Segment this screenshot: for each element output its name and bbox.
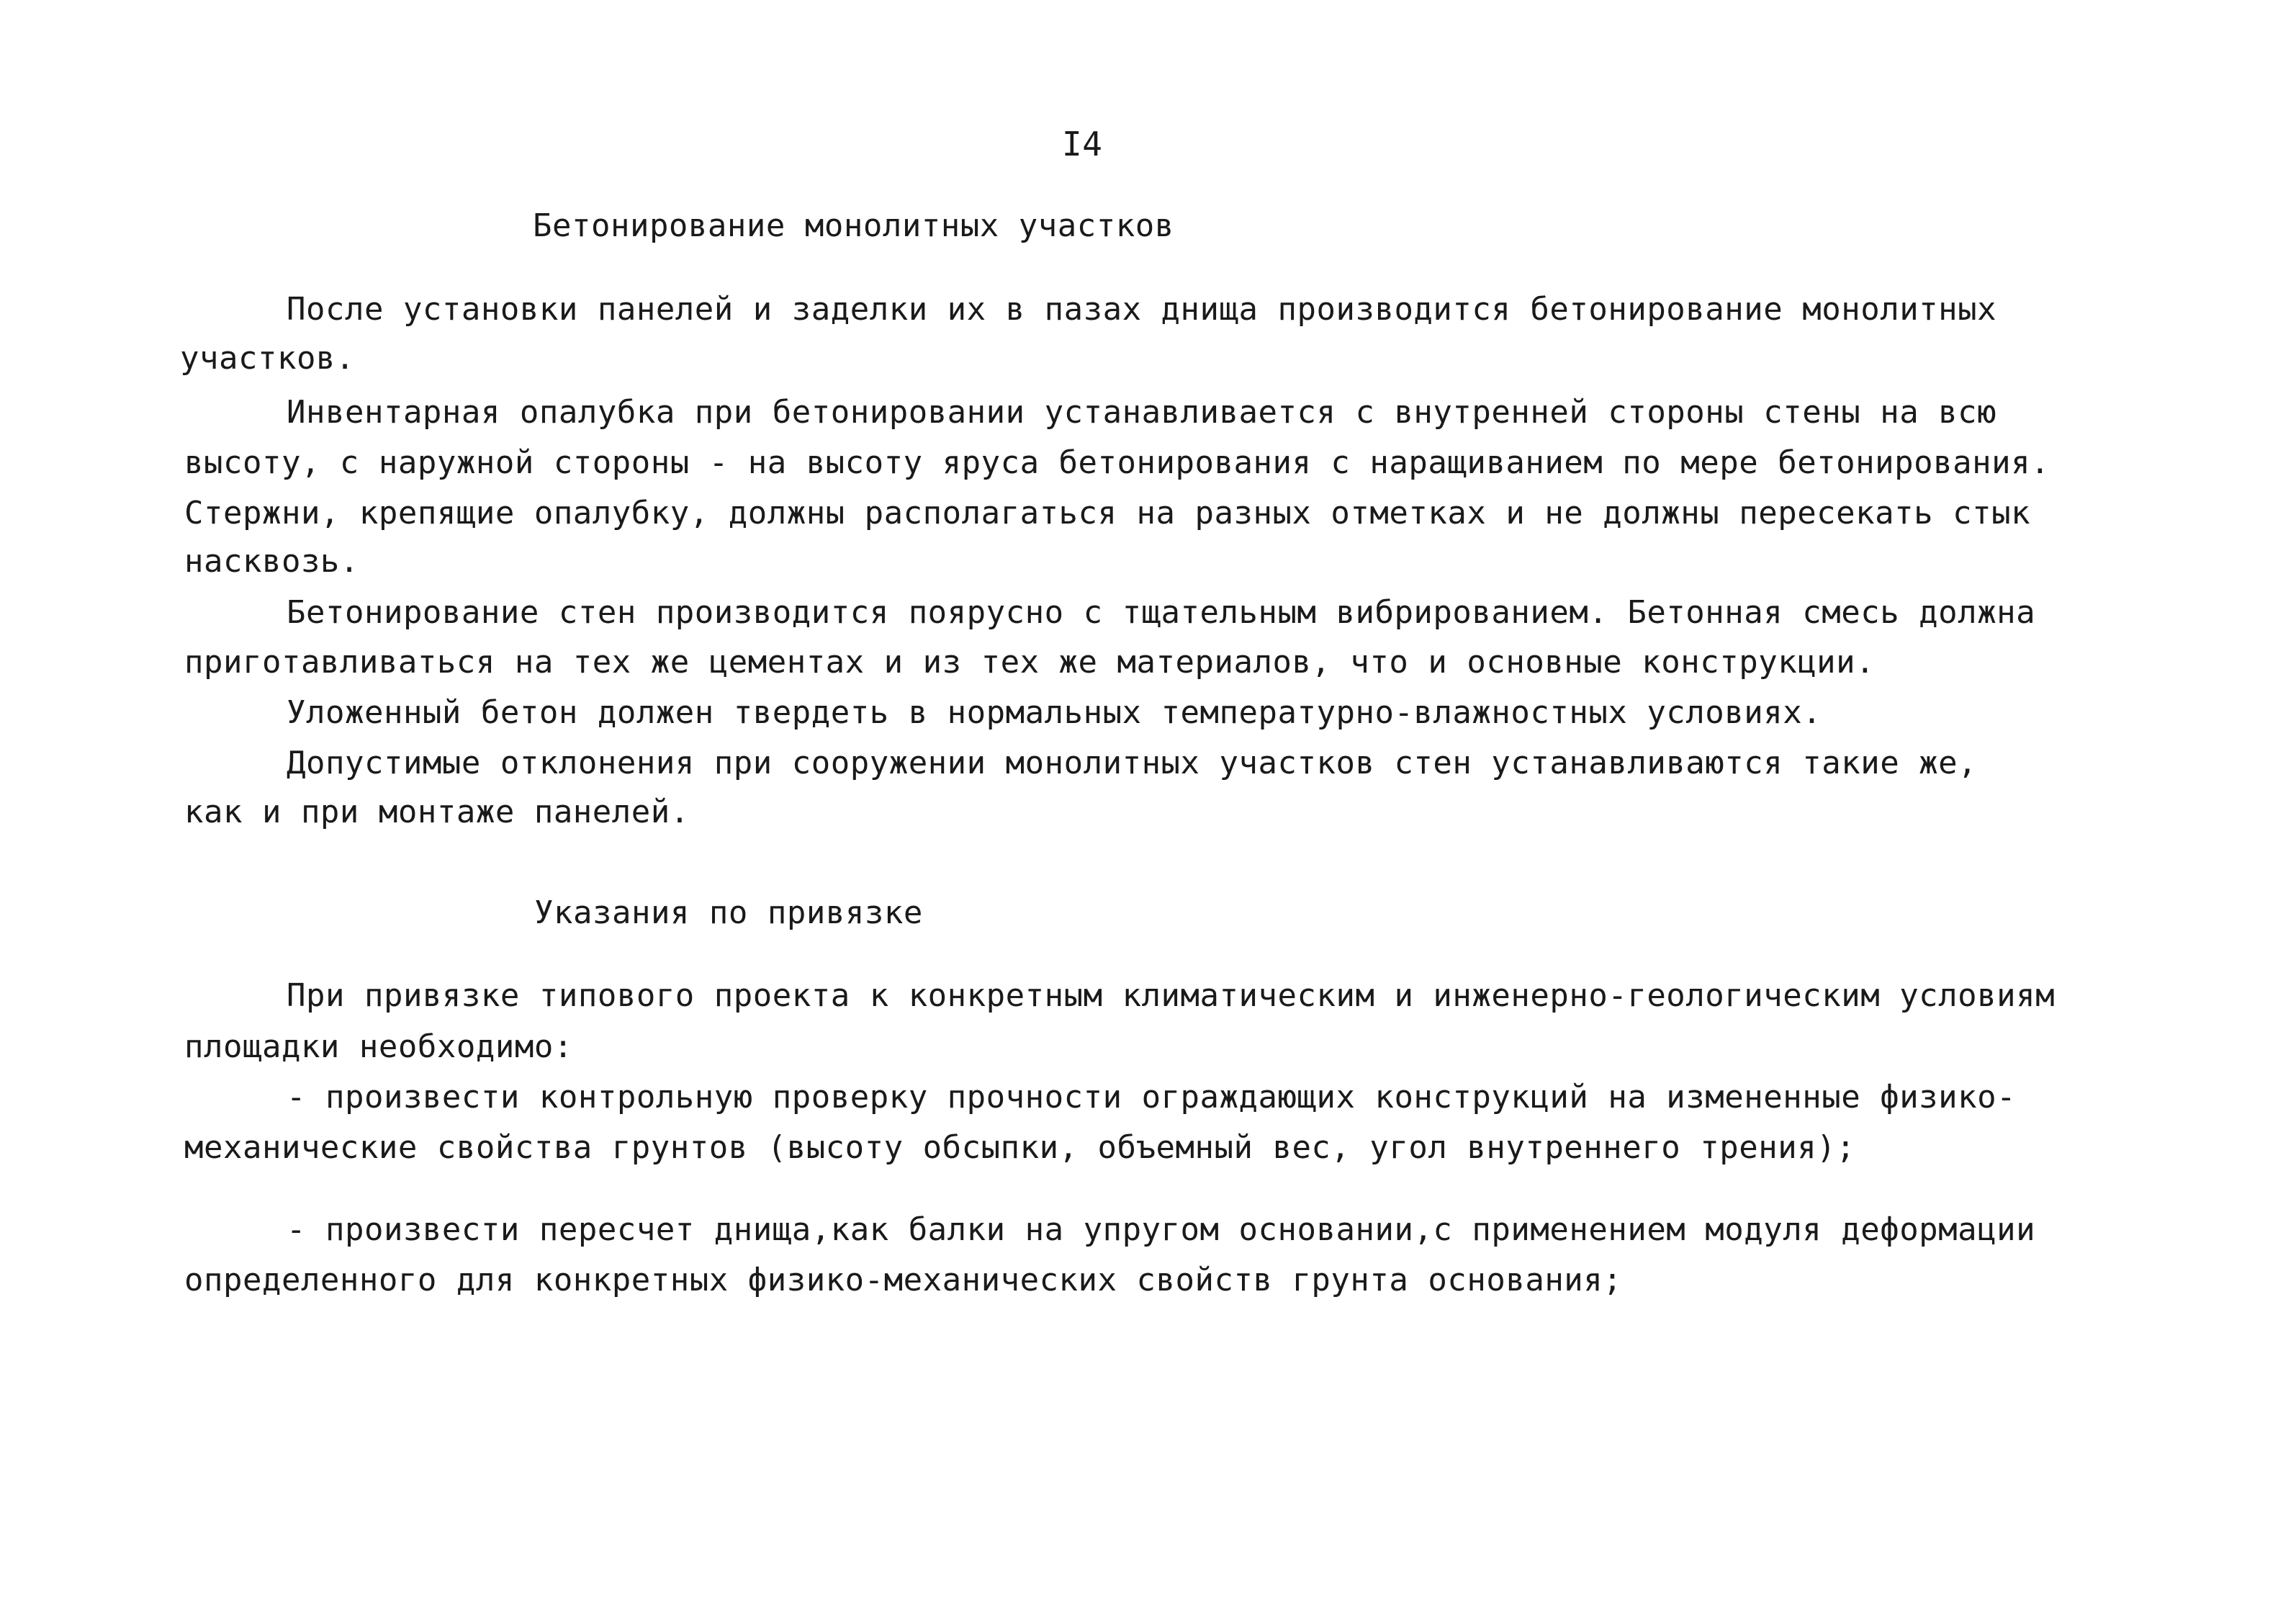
list-item-line: - произвести контрольную проверку прочности ограждающих конструкций на измененные физико- [287,1079,2017,1116]
section-title-binding: Указания по привязке [534,894,923,931]
list-item-line: - произвести пересчет днища,как балки на упругом основании,с применением модуля деформации [287,1211,2036,1248]
paragraph-line: приготавливаться на тех же цементах и из тех же материалов, что и основные конструкции. [184,644,1876,681]
page-number: I4 [1062,125,1103,163]
paragraph-line: Допустимые отклонения при сооружении монолитных участков стен устанавливаются такие же, [287,745,1978,781]
paragraph-line: После установки панелей и заделки их в пазах днища производится бетонирование монолитных [287,291,1997,328]
paragraph-line: Уложенный бетон должен твердеть в нормальных температурно-влажностных условиях. [287,694,1822,731]
paragraph-line: насквозь. [184,543,359,580]
paragraph-line: Бетонирование стен производится поярусно с тщательным вибрированием. Бетонная смесь должна [287,594,2036,631]
paragraph-line: площадки необходимо: [184,1028,573,1065]
paragraph-line: При привязке типового проекта к конкретным климатическим и инженерно-геологическим условиям [287,977,2056,1014]
list-item-line: определенного для конкретных физико-механических свойств грунта основания; [184,1262,1623,1298]
section-title-concreting: Бетонирование монолитных участков [533,207,1174,244]
paragraph-line: Инвентарная опалубка при бетонировании устанавливается с внутренней стороны стены на всю [287,394,1997,431]
paragraph-line: участков. [180,340,355,377]
paragraph-line: как и при монтаже панелей. [184,794,690,830]
paragraph-line: Стержни, крепящие опалубку, должны располагаться на разных отметках и не должны пересекать стык [184,495,2031,531]
paragraph-line: высоту, с наружной стороны - на высоту яруса бетонирования с наращиванием по мере бетонирования. [184,444,2050,481]
list-item-line: механические свойства грунтов (высоту обсыпки, объемный вес, угол внутреннего трения); [184,1129,1856,1166]
